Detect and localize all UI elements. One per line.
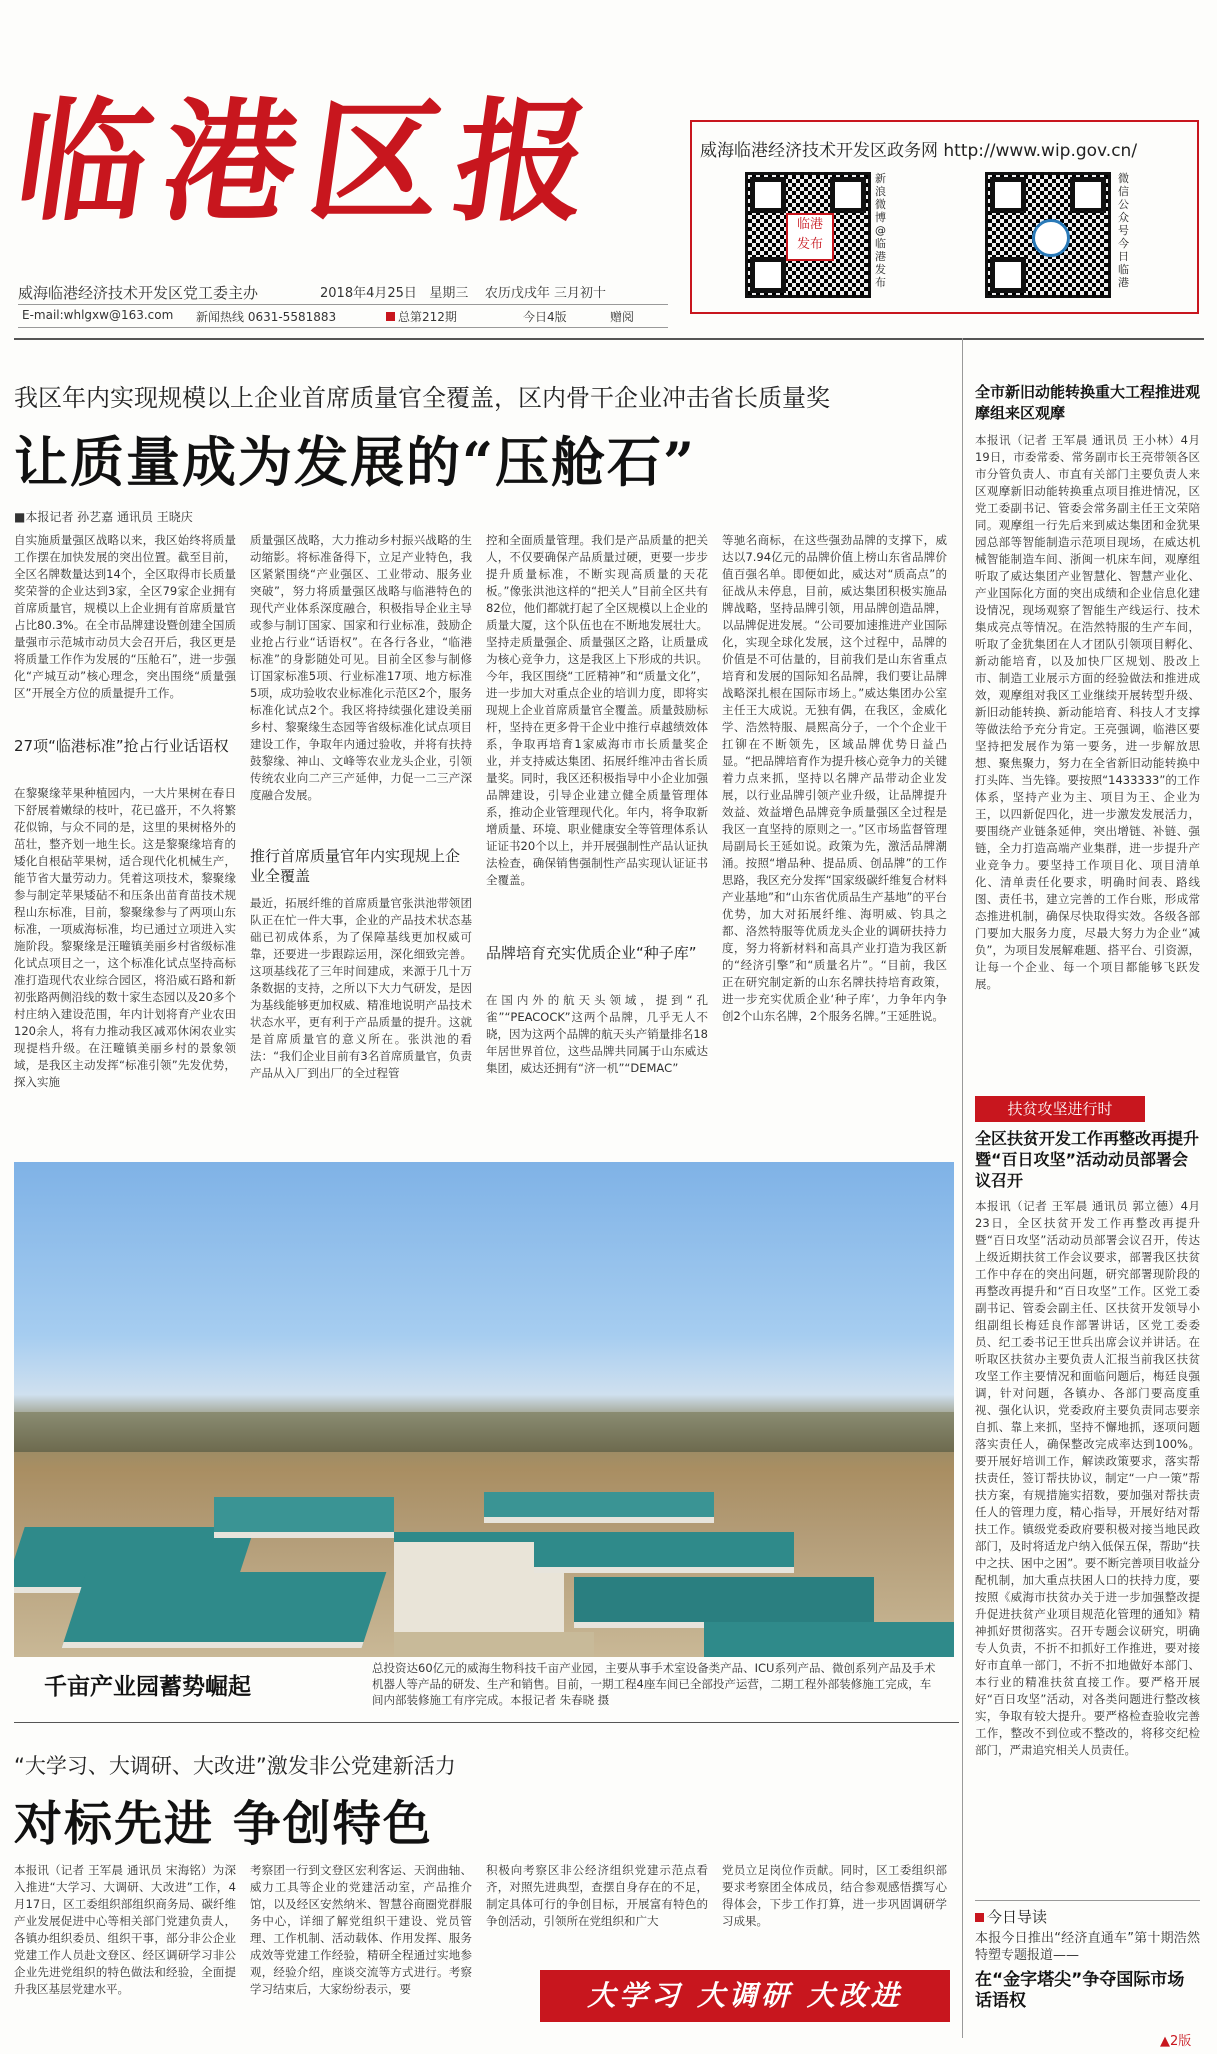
second-col2-text: 考察团一行到文登区宏利客运、天润曲轴、威力工具等企业的党建活动室，产品推介馆，以及经区安然纳米、智慧谷商圈党群服务中心，详细了解党组织干建设、党员管理、工作机制、活动载体、作用发挥、服务成效等党建工作经验，精研全程通过实地参观，经验介绍，座谈交流等方式进行。考察学习结束后，大家纷纷表示，要 [250,1863,472,1996]
email: E-mail:whlgxw@163.com [22,308,174,322]
weibo-qr-code: 临港 发布 [745,172,871,298]
wechat-qr-code [985,172,1111,298]
column-divider [962,338,963,2038]
industrial-park-photo [14,1162,954,1657]
weibo-caption: 新浪微博@临港发布 [875,172,886,289]
lead-byline: ■本报记者 孙艺嘉 通讯员 王晓庆 [14,510,193,524]
study-banner: 大学习 大调研 大改进 [540,1970,950,2022]
issue-number: 总第212期 [386,308,457,325]
lead-col3b-text: 在国内外的航天头领域，提到“孔雀”“PEACOCK”这两个品牌，几乎无人不晓，因为这两个品牌的航天头产销量排名18年居世界首位，这些品牌共同属于山东威达集团，威达还拥有“济一机”“DEMAC” [486,993,708,1075]
photo-divider [14,1722,959,1723]
dateline [320,282,606,301]
guide-divider [975,1900,1200,1901]
lead-headline: 让质量成为发展的“压舱石” [14,430,697,494]
photo-caption: 千亩产业园蓄势崛起 [44,1673,251,1700]
lead-col2-text: 质量强区战略，大力推动乡村振兴战略的生动缩影。将标准备得下，立足产业特色，我区紧紧围绕“产业强区、工业带动、服务业突破”，努力将质量强区战略与临港特色的现代产业体系深度融合，积极指导企业主导或参与制订国家、国家和行业标准，鼓励企业抢占行业“话语权”。在各行各业，“临港标准”的身影随处可见。目前全区参与制修订国家标准5项、行业标准17项、地方标准5项，成功验收农业标准化示范区2个，服务标准化试点2个。我区将持续强化建设美丽乡村、黎聚缘生态园等省级标准化试点项目建设工作，争取年内通过验收，并将有扶持鼓黎缘、神山、文峰等农业龙头企业，引领传统农业向二产三产延伸，力促一二三产深度融合发展。 [250,533,472,802]
issue-date: 2018年4月25日 [320,286,417,301]
lead-section-1: 27项“临港标准”抢占行业话语权 [14,737,229,755]
second-col3-text: 积极向考察区非公经济组织党建示范点看齐，对照先进典型，查摆自身存在的不足，制定具体可行的争创目标，开展富有特色的争创活动，引领所在党组织和广大 [486,1863,708,1928]
lunar-date: 农历戊戌年 三月初十 [484,286,606,301]
top-divider [14,338,1204,340]
free-label: 赠阅 [610,310,635,324]
hotline: 新闻热线 0631-5581883 [196,310,337,324]
second-subtitle: “大学习、大调研、大改进”激发非公党建新活力 [14,1754,456,1778]
wechat-caption: 微信公众号今日临港 [1118,172,1129,289]
photo-description: 总投资达60亿元的威海生物科技千亩产业园，主要从事手术室设备类产品、ICU系列产品、微创系列产品及手术机器人等产品的研发、生产和销售。目前，一期工程4座车间已全部投产运营，二期工程外部装修施工完成，车间内部装修施工有序完成。本报记者 朱春晓 摄 [372,1661,936,1707]
lead-col3-text: 控和全面质量管理。我们是产品质量的把关人，不仅要确保产品质量过硬，更要一步步提升质量标准，不断实现高质量的天花板。”像张洪池这样的“把关人”目前全区共有82位，他们都就打起了全区规模以上企业的质量大厦，这个队伍也在不断地发展壮大。坚持走质量强企、质量强区之路，让质量成为核心竞争力，这是我区上下形成的共识。今年，我区围绕“工匠精神”和“质量文化”，进一步加大对重点企业的培训力度，即将实现规上企业首席质量官全覆盖。质量鼓励标杆，坚持在更多骨干企业中推行卓越绩效体系，争取再培育1家威海市市长质量奖企业，并支持威达集团、拓展纤维冲击省长质量奖。同时，我区还积极指导中小企业加强品牌建设，引导企业建立健全质量管理体系，推动企业管理现代化。年内，将争取新增质量、环境、职业健康安全等管理体系认证证书20个以上，并开展强制性产品认证执法检查，确保销售强制性产品实现认证证书全覆盖。 [486,533,708,887]
lead-section-2: 推行首席质量官年内实现规上企业全覆盖 [250,847,461,885]
lead-col2b-text: 最近，拓展纤维的首席质量官张洪池带领团队正在忙一件大事，企业的产品技术状态基础已初成体系，为了保障基线更加权威可靠，还要进一步跟踪运用，深化细致完善。这项基线花了三年时间建成，来源于几十万条数据的支持，之所以下大力气研发，是因为基线能够更加权威、精准地说明产品技术状态水平，更有利于产品质量的提升。这就是首席质量官的意义所在。张洪池的看法：“我们企业目前有3名首席质量官，负责产品从入厂到出厂的全过程管 [250,896,472,1080]
issue-weekday: 星期三 [429,286,469,301]
guide-title: 在“金字塔尖”争夺国际市场话语权 [975,1970,1185,2011]
masthead-sponsor: 威海临港经济技术开发区党工委主办 [18,284,259,302]
guide-page-link[interactable]: ▲2版 [1160,2034,1192,2049]
page-count: 今日4版 [523,310,567,324]
qr-box-title: 威海临港经济技术开发区政务网 http://www.wip.gov.cn/ [700,141,1138,161]
lead-col4-text: 等驰名商标，在这些强劲品牌的支撑下，威达以7.94亿元的品牌价值上榜山东省品牌价值百强名单。即便如此，威达对“质高点”的征战从未停息，目前，威达集团积极实施品牌战略，坚持品牌引领，用品牌创造品牌，以品牌促进发展。“公司要加速推进产业国际化，实现全球化发展，这个过程中，品牌的价值是不可估量的，目前我们是山东省重点培育和发展的国际知名品牌，我们要让品牌战略深扎根在国际市场上。”威达集团办公室主任王大成说。无独有偶，在我区，金威化学、浩然特服、晨熙高分子，一个个企业干扛铆在不断领先，区域品牌优势日益凸显。“把品牌培育作为提升核心竞争力的关键着力点来抓，坚持以名牌产品带动企业发展，以行业品牌引领产业升级，让品牌提升效益、效益增色品牌竞争质量强区全过程是我区一直坚持的原则之一。”区市场监督管理局副局长王延如说。政策为先，激活品牌潮涌。按照“增品种、提品质、创品牌”的工作思路，我区充分发挥“国家级碳纤维复合材料产业基地”和“山东省优质品生产基地”的平台优势，加大对拓展纤维、海明威、钧具之都、洛然特服等优质龙头企业的调研扶持力度，努力将新材料和高具产业打造为我区新的“经济引擎”和“质量名片”。“目前，我区正在研究制定新的山东名牌扶持培育政策，进一步充实优质企业‘种子库’，力争年内争创2个山东名牌，2个服务名牌。”王延胜说。 [722,533,947,1023]
lead-section-3: 品牌培育充实优质企业“种子库” [486,944,697,962]
lead-subtitle: 我区年内实现规模以上企业首席质量官全覆盖，区内骨干企业冲击省长质量奖 [14,384,830,412]
lead-col1b-text: 在黎聚缘苹果种植园内，一大片果树在春日下舒展着嫩绿的枝叶，花已盛开，不久将繁花似锦，与众不同的是，这里的果树格外的茁壮，整齐划一地生长。这是黎聚缘培育的矮化自根砧苹果树，适合现代化机械生产，能节省大量劳动力。凭着这项技术，黎聚缘参与制定苹果矮砧不和压条出苗育苗技术规程山东标准，目前，黎聚缘参与了两项山东标准，一项威海标准，均已通过立项进入实施阶段。黎聚缘是汪疃镇美丽乡村省级标准化试点项目之一，这个标准化试点坚持高标准打造现代农业综合园区，将沿威石路和新初张路两侧沿线的数十家生态园以及20多个村庄纳入建设范围，年内计划将育产业农田120余人，将有力推动我区减邓休闲农业实现提档升级。在汪疃镇美丽乡村的景象领域，是我区主动发挥“标准引领”先发优势，探入实施 [14,786,236,1089]
right-article-2-text: 本报讯（记者 王军晨 通讯员 郭立德）4月23日，全区扶贫开发工作再整改再提升暨“百日攻坚”活动动员部署会议召开，传达上级近期扶贫工作会议要求，部署我区扶贫工作中存在的突出问题，研究部署现阶段的再整改再提升和“百日攻坚”工作。区党工委副书记、管委会副主任、区扶贫开发领导小组副组长梅廷良作部署讲话，区党工委委员、纪工委书记王世兵出席会议并讲话。在听取区扶贫办主要负责人汇报当前我区扶贫攻坚工作主要情况和面临问题后，梅廷良强调，针对问题，各镇办、各部门要高度重视、强化认识，党委政府主要负责同志要亲自抓、靠上来抓，坚持不懈地抓，逐项问题落实责任人，确保整改完成率达到100%。要开展好培训工作，解读政策要求，落实帮扶责任，签订帮扶协议，制定“一户一策”帮扶方案，有规措施实招数，要加强对帮扶责任人的管理力度，精心指导，开展好结对帮扶工作。镇级党委政府要积极对接当地民政部门，及时将适龙户纳入低保五保，帮助“扶中之扶、困中之困”。要不断完善项目收益分配机制，加大重点扶困人口的扶持力度，要按照《威海市扶贫办关于进一步加强整改提升促进扶贫产业项目规范化管理的通知》精神抓好贯彻落实。召开专题会议研究，明确专人负责，不折不扣抓好工作推进，要对接好市直单一部门，不折不扣地做好本部门、本行业的精准扶贫直接工作。要严格开展好“百日攻坚”活动，对各类问题进行整改核实，争取有较大提升。要严格检查验收完善工作，整改不到位或不整改的，将移交纪检部门，严肃追究相关人员责任。 [975,1199,1200,1757]
lead-col1-text: 自实施质量强区战略以来，我区始终将质量工作摆在加快发展的突出位置。截至目前，全区名牌数量达到14个，全区取得市长质量奖荣誉的企业达到3家，全区79家企业拥有首席质量官，规模以上企业拥有首席质量官占比80.3%。在全市品牌建设暨创建全国质量强市示范城市动员大会召开后，我区更是将质量工作作为发展的“压舱石”，进一步强化“产城互动”核心理念，突出围绕“质量强区”开展全方位的质量提升工作。 [14,533,236,700]
right-article-1-text: 本报讯（记者 王军晨 通讯员 王小林）4月19日，市委常委、常务副市长王亮带领各区市分管负责人、市直有关部门主要负责人来区观摩新旧动能转换重点项目推进情况，区党工委副书记、管委会常务副主任王文荣陪同。观摩组一行先后来到威达集团和金犹果园总部等智能制造示范项目现场，在威达机械智能制造车间、浙闽一机床车间，观摩组听取了威达集团产业智慧化、智慧产业化、产业国际化方面的突出成绩和企业信息化建设情况，现场观察了智能生产线运行、技术集成亮点等情况。在浩然特服的生产车间，听取了金犹集团在人才团队引领项目孵化、新动能培育，以及加快厂区规划、股改上市、制造工业展示方面的经验做法和推进成效，观摩组对我区工业继续开展转型升级、新旧动能转换、新动能培育、科技人才支撑等做法给予充分肯定。王亮强调，临港区要坚持把发展作为第一要务，进一步解放思想、聚焦聚力，努力在全省新旧动能转换中打头阵、当先锋。要按照“1433333”的工作体系，坚持产业为主、项目为王、企业为王，以四新促四化，进一步激发发展活力，要围绕产业链条延伸，突出增链、补链、强链，全力打造高端产业集群，进一步提升产业竞争力。要坚持工作项目化、项目清单化、清单责任化要求，明确时间表、路线图、责任书，建立完善的工作台账，形成常态推进机制，确保尽快取得实效。各级各部门要加大服务力度，尽最大努力为企业“减负”，为项目发展解难题、搭平台、引资源，让每一个企业、每一个项目都能够飞跃发展。 [975,433,1200,991]
second-col1-text: 本报讯（记者 王军晨 通讯员 宋海铭）为深入推进“大学习、大调研、大改进”工作，4月17日，区工委组织部组织商务局、碳纤维产业发展促进中心等相关部门党建负责人，各镇办组织委员、组织干事，部分非公企业党建工作人员赴文登区、经区调研学习非公企业先进党组织的特色做法和经验，全面提升我区基层党建水平。 [14,1863,236,1996]
masthead-title: 临港区报 [7,85,613,240]
right-headline-2: 全区扶贫开发工作再整改再提升暨“百日攻坚”活动动员部署会议召开 [975,1129,1200,1190]
guide-text: 本报今日推出“经济直通车”第十期浩然特塑专题报道—— [975,1931,1200,1963]
guide-label: 今日导读 [975,1906,1047,1927]
second-col4-text: 党员立足岗位作贡献。同时，区工委组织部要求考察团全体成员，结合参观感悟撰写心得体会，下步工作打算，进一步巩固调研学习成果。 [722,1863,947,1928]
right-headline-1: 全市新旧动能转换重大工程推进观摩组来区观摩 [975,383,1201,422]
info-bar [18,304,668,328]
poverty-section-tag: 扶贫攻坚进行时 [975,1096,1145,1122]
second-headline: 对标先进 争创特色 [14,1796,433,1852]
